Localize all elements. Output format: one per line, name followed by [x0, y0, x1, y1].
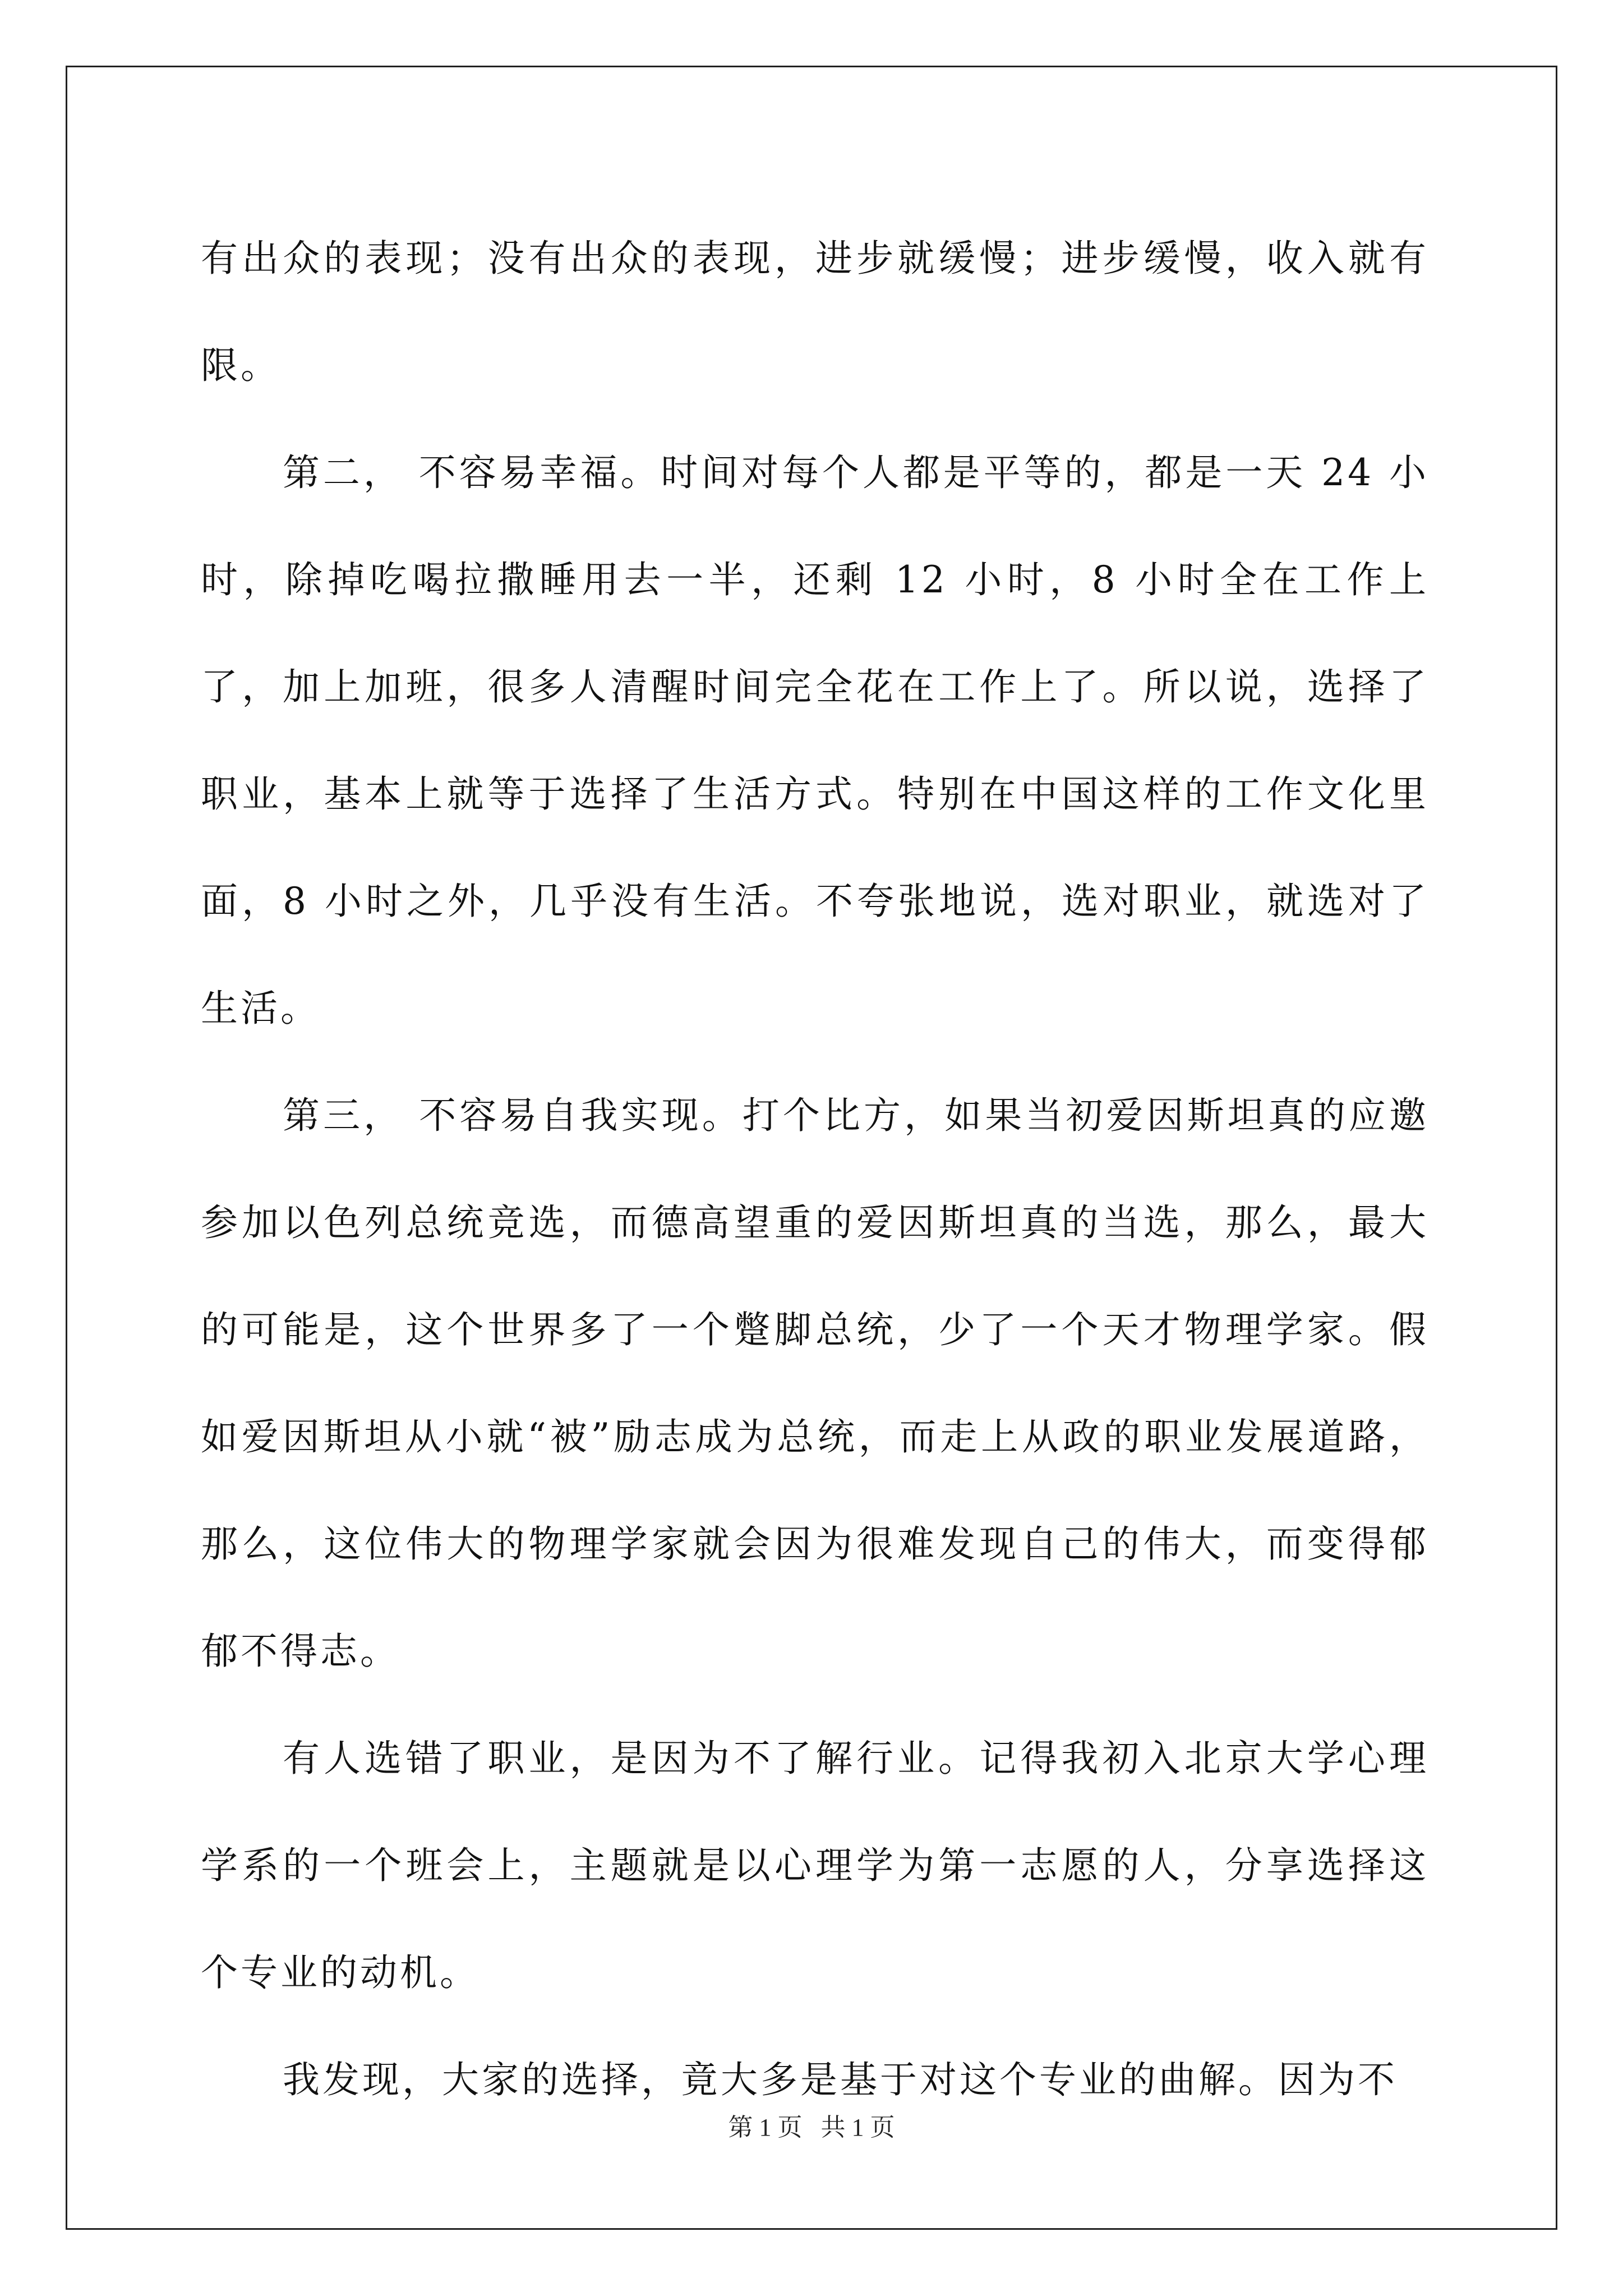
paragraph-discovery: 我发现，大家的选择，竟大多是基于对这个专业的曲解。因为不	[283, 2058, 1398, 2101]
page-number-footer: 第 1 页 共 1 页	[728, 2114, 895, 2141]
paragraph-continuation: 有出众的表现；没有出众的表现，进步就缓慢；进步缓慢，收入就有限。	[201, 237, 1429, 387]
paragraph-second-point: 第二， 不容易幸福。时间对每个人都是平等的，都是一天 24 小时，除掉吃喝拉撒睡用去一半，还剩 12 小时，8 小时全在工作上了，加上加班，很多人清醒时间完全花在工作上了。所以说，选择了职业，基本上就等于选择了生活方式。特别在中国这样的工作文化里面，8 小时之外，几乎没有生活。不夸张地说，选对职业，就选对了生活。	[201, 451, 1429, 1030]
paragraph-third-point: 第三， 不容易自我实现。打个比方，如果当初爱因斯坦真的应邀参加以色列总统竞选，而德高望重的爱因斯坦真的当选，那么，最大的可能是，这个世界多了一个蹩脚总统，少了一个天才物理学家。假如爱因斯坦从小就“被”励志成为总统，而走上从政的职业发展道路，那么，这位伟大的物理学家就会因为很难发现自己的伟大，而变得郁郁不得志。	[201, 1094, 1429, 1673]
paragraph-wrong-career: 有人选错了职业，是因为不了解行业。记得我初入北京大学心理学系的一个班会上，主题就是以心理学为第一志愿的人，分享选择这个专业的动机。	[201, 1737, 1429, 1994]
document-body	[201, 205, 1429, 2133]
